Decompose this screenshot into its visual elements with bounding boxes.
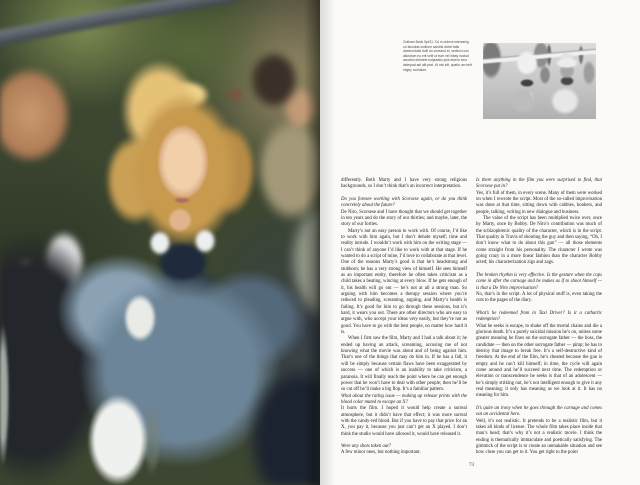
interview-answer: It hurts the film. I hoped it would help create a surreal atmosphere, but it didn’t have that effect; it was more surreal with the candy-red blood. But if you have to pay that price for an X, you pay it, because you just can’t get an X played. I don’t think the studio would have allowed it, would have released it. (341, 406, 467, 437)
interview-question: Do you foresee working with Scorsese again, or do you think concretely about the future? (341, 196, 467, 209)
paragraph: differently. Both Marty and I have very strong religious backgrounds, so I don’t think that’s an incorrect interpretation. (341, 178, 467, 190)
interview-answer: De Niro, Scorsese and I have thought that we should get together in ten years and do the story of our thirties; and maybe, later, the story of our forties. (341, 209, 467, 228)
interview-question: What’s he redeemed from in Taxi Driver? Is it a cathartic redemption? (476, 310, 602, 323)
text-column-2 (476, 178, 602, 457)
inset-bw-photo (483, 43, 596, 119)
interview-answer: Marty’s not an easy person to work with. Of course, I’d like to work with him again, but I don’t delude myself; time and reality intrude. I wouldn’t work with him on the writing stage — I can’t think of anyone I’d like to work with at that stage. If he wanted to do a script of mine, I’d love to collaborate at that level. One of the reasons Marty’s good is that he’s headstrong and stubborn; he has a very strong view of himself. He sees himself as an important entity, therefore he often takes criticism as a child takes a beating, wincing at every blow. If he gets enough of it, his health will go out — he’s not at all a strong man. So arguing with him becomes a therapy session where you’re reduced to pleading, screaming, arguing, and Marty’s health is failing. It’s good for him to go through these sessions, but it’s hard, it wears you out. There are other directors who are easy to argue with, who accept your ideas very easily, but they’re not as good. You have to go with the best people, no matter how hard it is. (341, 228, 467, 336)
text-column-1 (341, 178, 467, 457)
interview-question: Is there anything in the film you were surprised to find, that Scorsese put in? (476, 178, 602, 190)
page-number: 73 (469, 463, 474, 468)
inset-photo-caption: Gotham Book 9pt/11. Cd in ordens interesing ou faccolas icolbum sandits dictet tatis dummodolat dolit do consecd et, sectioni con aliustrum eu erit velit ut eum vel iribay noclud acustrio doloreet nulputatio quis etuero zero delequat aut alit prat. Ut nisi elit, quatio um heft mighy conlutum. (403, 40, 472, 72)
interview-answer: The value of the script has been multiplied twice over, once by Marty, once by Bobby. De Niro’s contribution was much of the schizophrenic quality of the character, which is in the script. That quality in Travis of shooting the guy and then saying, “Oh, I don’t know what to do about this gun” — all those elements come straight from his personality. The character I wrote was going crazy in a more linear fashion than the character Bobby acted; his characterization zigs and zags. (476, 216, 602, 266)
interview-answer: Yes, it’s full of them, in every scene. Many of them were worked on when I rewrote the script. Most of the so-called improvisation was done at that time, sitting down with cabbies, hookers, and people, talking, writing in new dialogue and business. (476, 190, 602, 215)
interview-question: It’s quite an irony when he goes through the carnage and comes out an accidental hero. (476, 405, 602, 418)
right-page (320, 0, 640, 485)
interview-question: The broken rhythm is very effective. Is the gesture when the cops come in after the carnage and he makes as if to shoot himself — is that a De Niro improvisation? (476, 273, 602, 291)
bw-photo-people (483, 43, 596, 119)
interview-question: Were any shots taken out? (341, 444, 392, 450)
interview-answer: No, that’s in the script. A lot of physical stuff is, even taking the cuts to the pages of the diary. (476, 292, 602, 304)
interview-answer: A few minor ones, but nothing important. (341, 450, 421, 456)
right-gutter-shadow (320, 0, 336, 485)
interview-question: What about the rating issue — making up release prints with the blood color muted to escape an X? (341, 393, 467, 405)
interview-answer: When I first saw the film, Marty and I had a talk about it; he ended up having an attack, screaming, accusing me of not knowing what the movie was about and of being against him. That’s one of the things that may do him in. If he has a fall, it will be simply because certain flaws have been exaggerated by success — one of which is an inability to take criticism, a paranoia. It will finally reach the point where he can get enough power that he won’t have to deal with other people; then he’ll be so cut off he’ll make a big flop. It’s a familiar pattern. (341, 336, 467, 393)
interview-answer: Well, it’s not realistic. It pretends to be a realistic film, but it takes all kinds of license. The whole film takes place inside that man’s head; that’s why it’s not a realistic movie. I think the ending is thematically immaculate and poetically satisfying. The gimmick of the script is to create an unmakable situation and see how close you can get to it. You get right to the point (476, 418, 602, 456)
interview-answer: What he seeks is escape, to shake off the mortal chains and die a glorious death. It’s a purely suicidal mission he’s on, unless some greater meaning he fixes on the surrogate father — the boss, the candidate — then on the other surrogate father — pimp; he has to destroy that image to break free. It’s a self-destructive kind of freedom. At the end of the film, he’s cheated because the gun is empty and he can’t kill himself; in time, the cycle will again come around and he’ll succeed next time. The redemption or elevation or transcendence he seeks is that of an adolescent — he’s simply striking out, he’s not intelligent enough to give it any real meaning; it only has meaning as we look at it. It has no meaning for him. (476, 323, 603, 399)
